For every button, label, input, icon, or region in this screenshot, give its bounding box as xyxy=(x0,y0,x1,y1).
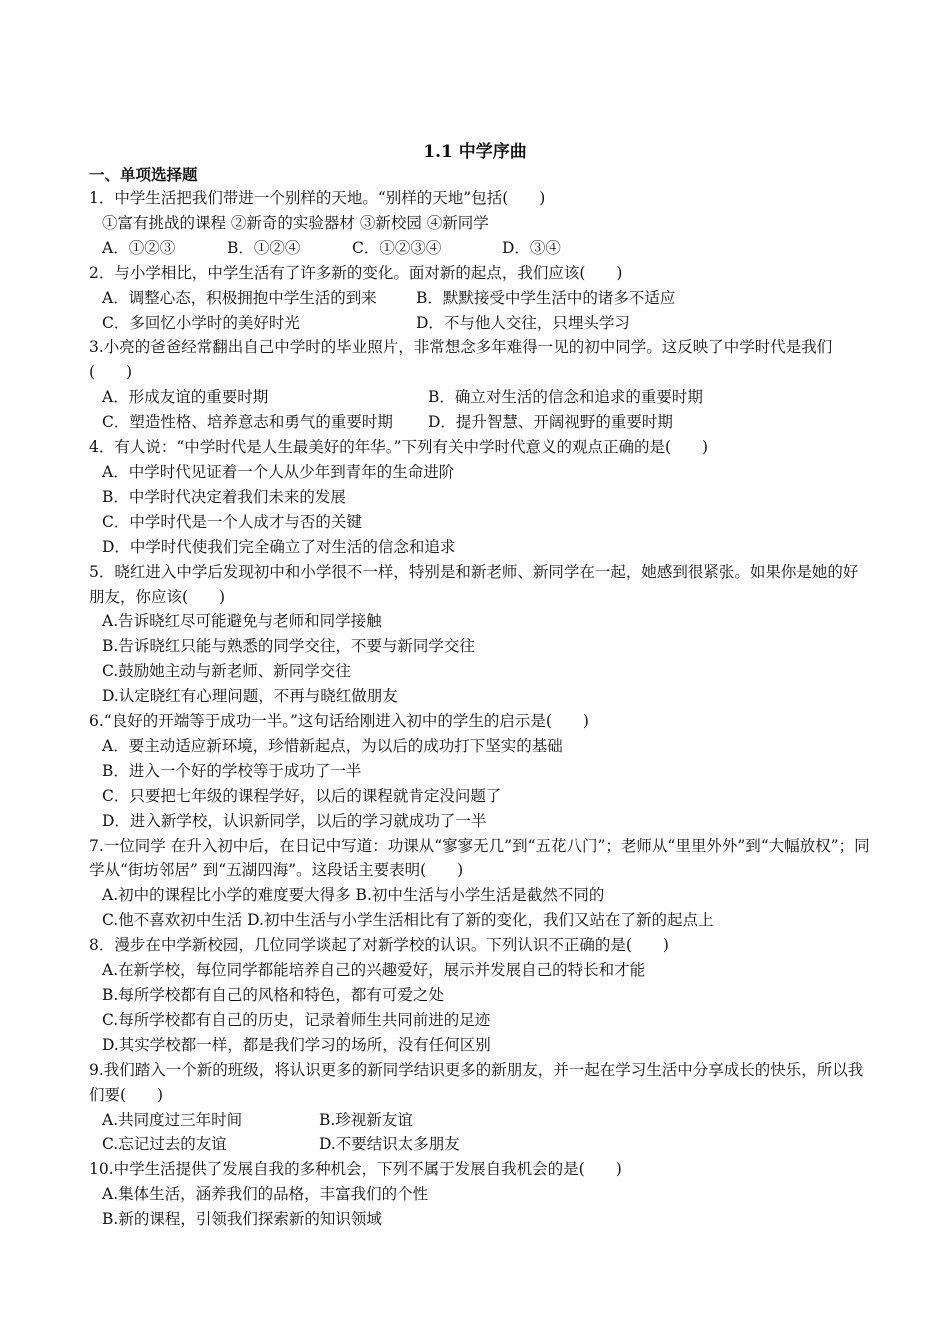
question-9-stem: 9.我们踏入一个新的班级，将认识更多的新同学结识更多的新朋友，并一起在学习生活中分享成长的快乐，所以我们要( ) xyxy=(89,1060,864,1104)
question-2-options-cd xyxy=(89,311,871,336)
question-8-stem: 8．漫步在中学新校园，几位同学谈起了对新学校的认识。下列认识不正确的是( ) xyxy=(89,936,669,955)
question-4-stem: 4．有人说：“中学时代是人生最美好的年华。”下列有关中学时代意义的观点正确的是( ) xyxy=(89,438,709,457)
question-9-options-ab xyxy=(89,1108,871,1133)
option-b: B．确立对生活的信念和追求的重要时期 xyxy=(428,388,703,407)
option-b: B.新的课程，引领我们探索新的知识领域 xyxy=(102,1210,382,1229)
option-d: D．提升智慧、开阔视野的重要时期 xyxy=(428,413,673,432)
option-d: D.不要结识太多朋友 xyxy=(319,1135,460,1154)
option-d: D．不与他人交往，只埋头学习 xyxy=(416,313,630,332)
question-2-stem: 2．与小学相比，中学生活有了许多新的变化。面对新的起点，我们应该( ) xyxy=(89,263,623,282)
option-b: B.每所学校都有自己的风格和特色，都有可爱之处 xyxy=(102,986,444,1004)
option-d: D．进入新学校，认识新同学，以后的学习就成功了一半 xyxy=(102,811,487,830)
option-d: D.其实学校都一样，都是我们学习的场所，没有任何区别 xyxy=(102,1035,491,1054)
question-1-stem: 1．中学生活把我们带进一个别样的天地。“别样的天地”包括( ) xyxy=(89,189,546,207)
question-2-options-ab xyxy=(89,286,871,311)
option-b: B．①②④ xyxy=(227,238,301,257)
option-a: A.告诉晓红尽可能避免与老师和同学接触 xyxy=(102,612,382,631)
option-d: D.认定晓红有心理问题，不再与晓红做朋友 xyxy=(102,687,398,706)
option-b: B．默默接受中学生活中的诸多不适应 xyxy=(416,288,676,307)
question-7-options-cd: C.他不喜欢初中生活 D.初中生活与小学生活相比有了新的变化，我们又站在了新的起点上 xyxy=(102,911,714,930)
question-3-options-ab xyxy=(89,385,871,410)
option-b: B.告诉晓红只能与熟悉的同学交往，不要与新同学交往 xyxy=(102,637,475,656)
question-9-options-cd xyxy=(89,1132,871,1157)
option-a: A.在新学校，每位同学都能培养自己的兴趣爱好，展示并发展自己的特长和才能 xyxy=(102,961,646,980)
question-6-stem: 6.“良好的开端等于成功一半。”这句话给刚进入初中的学生的启示是( ) xyxy=(89,712,589,731)
option-c: C．多回忆小学时的美好时光 xyxy=(102,313,300,332)
question-5-stem: 5．晓红进入中学后发现初中和小学很不一样，特别是和新老师、新同学在一起，她感到很紧张。如果你是她的好朋友，你应该( ) xyxy=(89,562,859,606)
question-list xyxy=(89,186,871,1232)
option-c: C．塑造性格、培养意志和勇气的重要时期 xyxy=(102,413,393,432)
option-a: A.共同度过三年时间 xyxy=(102,1110,243,1129)
question-3-stem: 3.小亮的爸爸经常翻出自己中学时的毕业照片，非常想念多年难得一见的初中同学。这反映了中学时代是我们( ) xyxy=(89,338,833,382)
option-b: B．中学时代决定着我们未来的发展 xyxy=(102,487,346,506)
option-c: C．①②③④ xyxy=(352,238,442,257)
option-b: B.珍视新友谊 xyxy=(319,1110,413,1129)
section-heading: 一、单项选择题 xyxy=(89,165,198,184)
question-3-options-cd xyxy=(89,410,871,435)
option-c: C．中学时代是一个人成才与否的关键 xyxy=(102,512,362,531)
question-10-stem: 10.中学生活提供了发展自我的多种机会，下列不属于发展自我机会的是( ) xyxy=(89,1160,622,1179)
option-d: D．中学时代使我们完全确立了对生活的信念和追求 xyxy=(102,537,456,556)
page-title: 1.1 中学序曲 xyxy=(423,142,527,162)
option-c: C.鼓励她主动与新老师、新同学交往 xyxy=(102,662,351,681)
option-a: A．①②③ xyxy=(102,238,176,257)
option-d: D．③④ xyxy=(502,238,561,257)
option-b: B．进入一个好的学校等于成功了一半 xyxy=(102,761,362,780)
question-1-items: ①富有挑战的课程 ②新奇的实验器材 ③新校园 ④新同学 xyxy=(102,213,489,232)
option-c: C.每所学校都有自己的历史，记录着师生共同前进的足迹 xyxy=(102,1010,491,1029)
question-7-options-ab: A.初中的课程比小学的难度要大得多 B.初中生活与小学生活是截然不同的 xyxy=(102,886,605,905)
option-c: C.忘记过去的友谊 xyxy=(102,1135,227,1154)
option-c: C．只要把七年级的课程学好，以后的课程就肯定没问题了 xyxy=(102,786,502,805)
option-a: A．要主动适应新环境，珍惜新起点，为以后的成功打下坚实的基础 xyxy=(102,736,563,755)
option-a: A.集体生活，涵养我们的品格，丰富我们的个性 xyxy=(102,1185,429,1204)
option-a: A．调整心态，积极拥抱中学生活的到来 xyxy=(102,288,377,307)
option-a: A．中学时代见证着一个人从少年到青年的生命进阶 xyxy=(102,462,455,481)
option-a: A．形成友谊的重要时期 xyxy=(102,388,269,407)
question-1-options xyxy=(89,236,871,261)
question-7-stem: 7.一位同学 在升入初中后，在日记中写道：功课从“寥寥无几”到“五花八门”；老师从“里里外外”到“大幅放权”；同学从“街坊邻居” 到“五湖四海”。这段话主要表明( ) xyxy=(89,836,870,880)
